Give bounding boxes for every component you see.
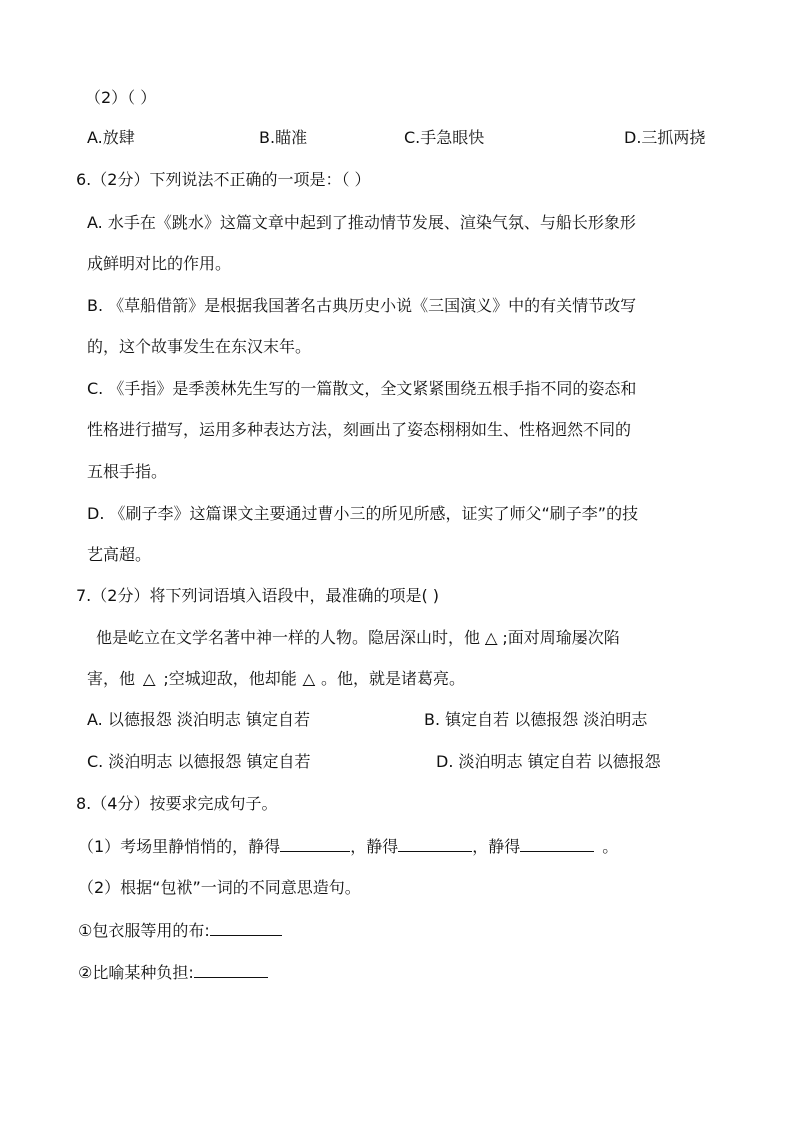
q6-option-d-line1: D. 《刷子李》这篇课文主要通过曹小三的所见所感，证实了师父“刷子李”的技 [87,504,639,523]
q8-text: （1）考场里静悄悄的，静得 [78,837,281,856]
q6-option-a-line2: 成鲜明对比的作用。 [87,254,232,273]
q5-option-b: B.瞄准 [259,128,308,147]
q7-blank-3: △ [302,669,316,688]
q6-option-d-line2: 艺高超。 [87,545,152,564]
q8-item-1 [78,919,282,942]
q8-sentence-1 [78,835,618,858]
q6-option-a-line1: A. 水手在《跳水》这篇文章中起到了推动情节发展、渲染气氛、与船长形象形 [87,213,636,232]
q5-option-c: C.手急眼快 [404,128,485,147]
q8-item-label: ①包衣服等用的布: [78,921,210,940]
q6-option-c-line3: 五根手指。 [87,462,168,481]
answer-blank[interactable] [210,919,282,936]
q7-stem: 7.（2分）将下列词语填入语段中，最准确的项是( ) [76,586,440,605]
answer-blank[interactable] [194,961,268,978]
q7-paragraph-line2 [87,668,465,690]
q8-item-label: ②比喻某种负担: [78,963,194,982]
q5-sub2-label: （2）（ ） [85,88,157,107]
answer-blank[interactable] [398,835,472,852]
q8-text: 。 [602,837,619,856]
q5-option-d: D.三抓两挠 [624,128,706,147]
q8-sentence-2: （2）根据“包袱”一词的不同意思造句。 [78,878,361,897]
q7-option-c: C. 淡泊明志 以德报怨 镇定自若 [87,752,311,771]
q8-text: ，静得 [350,837,399,856]
q7-option-a: A. 以德报怨 淡泊明志 镇定自若 [87,710,311,729]
q7-text: ;面对周瑜屡次陷 [502,628,620,647]
q7-blank-2: △ [143,669,156,688]
q6-stem: 6.（2分）下列说法不正确的一项是：（ ） [76,170,371,189]
q8-text: ，静得 [472,837,521,856]
q7-blank-1: △ [485,628,498,647]
q8-stem: 8.（4分）按要求完成句子。 [76,794,278,813]
q5-option-a: A.放肆 [87,128,135,147]
q7-text: ;空城迎敌，他却能 [163,669,297,688]
q7-paragraph-line1 [96,627,620,649]
q7-option-b: B. 镇定自若 以德报怨 淡泊明志 [424,710,648,729]
q6-option-c-line2: 性格进行描写，运用多种表达方法，刻画出了姿态栩栩如生、性格迥然不同的 [87,420,632,439]
q7-text: 。他，就是诸葛亮。 [321,669,466,688]
q7-text: 害，他 [87,669,136,688]
answer-blank[interactable] [520,835,594,852]
answer-blank[interactable] [280,835,350,852]
q6-option-b-line1: B. 《草船借箭》是根据我国著名古典历史小说《三国演义》中的有关情节改写 [87,296,637,315]
q8-item-2 [78,961,268,984]
q7-option-d: D. 淡泊明志 镇定自若 以德报怨 [436,752,661,771]
q7-text: 他是屹立在文学名著中神一样的人物。隐居深山时，他 [96,628,481,647]
q6-option-c-line1: C. 《手指》是季羡林先生写的一篇散文，全文紧紧围绕五根手指不同的姿态和 [87,379,637,398]
q6-option-b-line2: 的，这个故事发生在东汉末年。 [87,337,312,356]
